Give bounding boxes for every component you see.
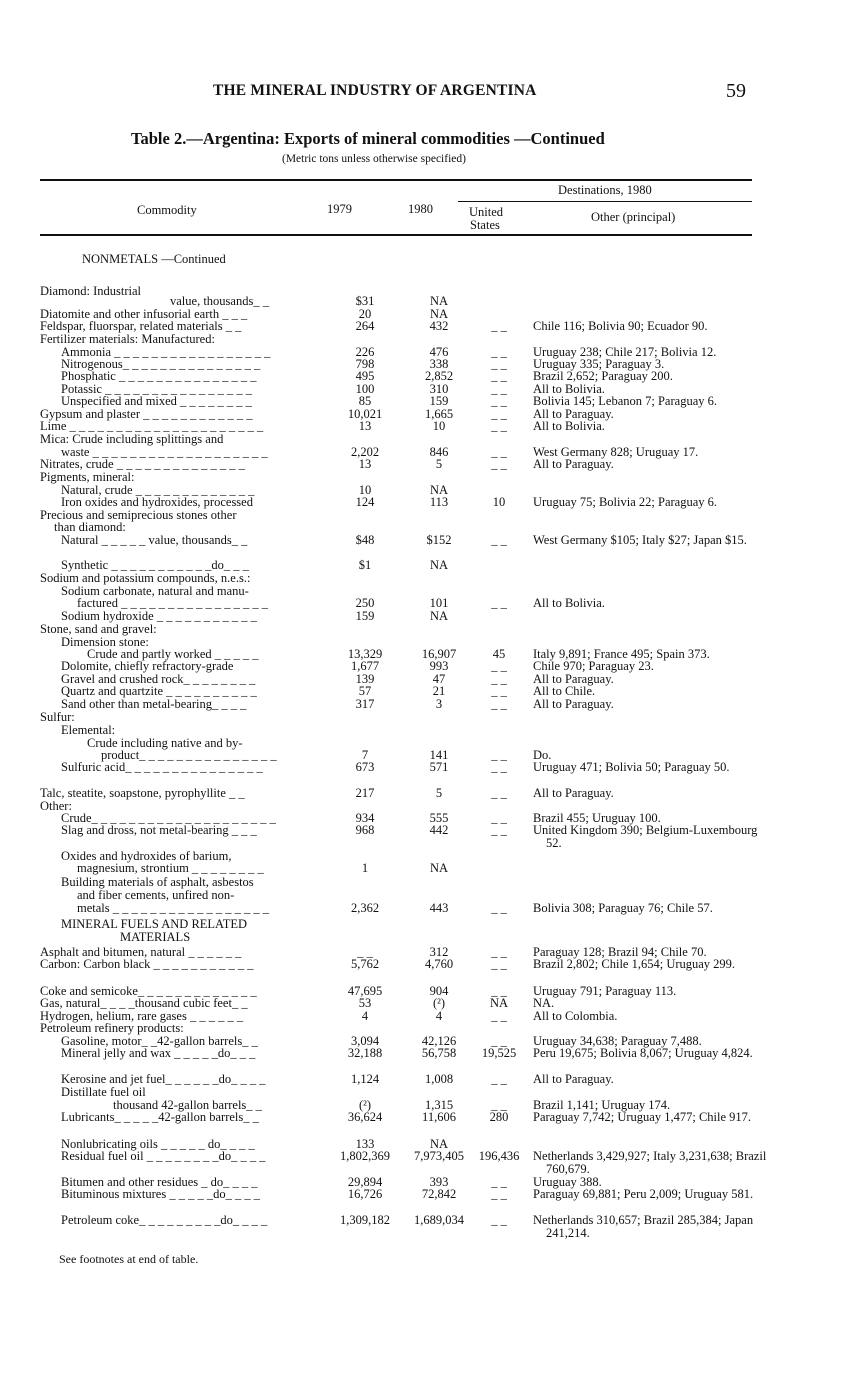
commodity-cell: Building materials of asphalt, asbestos xyxy=(61,875,254,889)
value-1979-cell: 3,094 xyxy=(350,1034,380,1048)
commodity-cell: Carbon: Carbon black _ _ _ _ _ _ _ _ _ _ _ xyxy=(40,957,254,971)
value-1979-cell: 934 xyxy=(355,811,375,825)
commodity-cell: Feldspar, fluorspar, related materials _ _ xyxy=(40,319,242,333)
footnote: See footnotes at end of table. xyxy=(59,1252,199,1266)
other-destinations-cell: Brazil 455; Uruguay 100. xyxy=(533,811,661,825)
commodity-cell: Natural _ _ _ _ _ value, thousands_ _ xyxy=(61,533,248,547)
commodity-cell: Residual fuel oil _ _ _ _ _ _ _ _do_ _ _ _ xyxy=(61,1149,266,1163)
united-states-cell: _ _ xyxy=(491,901,507,915)
other-destinations-cell: All to Paraguay. xyxy=(533,407,614,421)
commodity-cell: Nonlubricating oils _ _ _ _ _ do_ _ _ _ xyxy=(61,1137,255,1151)
commodity-cell: Gravel and crushed rock_ _ _ _ _ _ _ _ xyxy=(61,672,256,686)
other-destinations-cell: Paraguay 128; Brazil 94; Chile 70. xyxy=(533,945,707,959)
value-1980-cell: 11,606 xyxy=(422,1110,456,1124)
united-states-cell: _ _ xyxy=(491,760,507,774)
commodity-cell: Gypsum and plaster _ _ _ _ _ _ _ _ _ _ _ _ xyxy=(40,407,253,421)
commodity-cell: waste _ _ _ _ _ _ _ _ _ _ _ _ _ _ _ _ _ _ _ xyxy=(61,445,268,459)
value-1979-cell: $48 xyxy=(355,533,375,547)
value-1979-cell: 10 xyxy=(358,483,372,497)
other-destinations-cell: All to Bolivia. xyxy=(533,596,605,610)
value-1979-cell: 1,309,182 xyxy=(340,1213,390,1227)
commodity-cell: metals _ _ _ _ _ _ _ _ _ _ _ _ _ _ _ _ _ xyxy=(77,901,270,915)
value-1979-cell: (²) xyxy=(358,1098,372,1112)
value-1979-cell: 32,188 xyxy=(347,1046,383,1060)
commodity-cell: Coke and semicoke_ _ _ _ _ _ _ _ _ _ _ _ _ xyxy=(40,984,257,998)
other-destinations-cell: Do. xyxy=(533,748,552,762)
united-states-cell: _ _ xyxy=(491,394,507,408)
commodity-cell: Bitumen and other residues _ do_ _ _ _ xyxy=(61,1175,258,1189)
value-1979-cell: 798 xyxy=(355,357,375,371)
united-states-cell: _ _ xyxy=(491,945,507,959)
other-destinations-cell: Uruguay 388. xyxy=(533,1175,602,1189)
commodity-cell: Pigments, mineral: xyxy=(40,470,135,484)
commodity-cell: Slag and dross, not metal-bearing _ _ _ xyxy=(61,823,257,837)
other-destinations-cell: Italy 9,891; France 495; Spain 373. xyxy=(533,647,710,661)
other-destinations-cell: NA. xyxy=(533,996,555,1010)
value-1979-cell: 36,624 xyxy=(347,1110,383,1124)
value-1979-cell: 4 xyxy=(361,1009,369,1023)
value-1979-cell: 264 xyxy=(355,319,375,333)
other-destinations-cell: All to Bolivia. xyxy=(533,419,605,433)
header-states: States xyxy=(470,218,500,232)
destinations-rule xyxy=(458,201,752,202)
value-1979-cell: 495 xyxy=(355,369,375,383)
commodity-cell: Unspecified and mixed _ _ _ _ _ _ _ _ xyxy=(61,394,252,408)
commodity-cell: factured _ _ _ _ _ _ _ _ _ _ _ _ _ _ _ _ xyxy=(77,596,268,610)
value-1979-cell: _ _ xyxy=(357,945,373,959)
commodity-cell: Gasoline, motor_ _42-gallon barrels_ _ xyxy=(61,1034,258,1048)
value-1980-cell: 42,126 xyxy=(421,1034,457,1048)
commodity-cell: Diamond: Industrial xyxy=(40,284,142,298)
commodity-cell: Crude_ _ _ _ _ _ _ _ _ _ _ _ _ _ _ _ _ _ _ _ xyxy=(61,811,276,825)
united-states-cell: NA xyxy=(489,996,509,1010)
header-destinations: Destinations, 1980 xyxy=(558,183,652,197)
value-1979-cell: 673 xyxy=(355,760,375,774)
value-1980-cell: 443 xyxy=(429,901,449,915)
united-states-cell: _ _ xyxy=(491,1213,507,1227)
other-destinations-cell: Uruguay 34,638; Paraguay 7,488. xyxy=(533,1034,702,1048)
commodity-cell: Petroleum coke_ _ _ _ _ _ _ _ _do_ _ _ _ xyxy=(61,1213,268,1227)
commodity-cell: Synthetic _ _ _ _ _ _ _ _ _ _ _do_ _ _ xyxy=(61,558,249,572)
commodity-cell: Fertilizer materials: Manufactured: xyxy=(40,332,215,346)
united-states-cell: 196,436 xyxy=(478,1149,520,1163)
value-1980-cell: 5 xyxy=(435,786,443,800)
united-states-cell: 19,525 xyxy=(481,1046,517,1060)
united-states-cell: 10 xyxy=(492,495,506,509)
commodity-cell: Petroleum refinery products: xyxy=(40,1021,184,1035)
table-row xyxy=(0,958,863,972)
commodity-cell: Kerosine and jet fuel_ _ _ _ _ _do_ _ _ _ xyxy=(61,1072,266,1086)
commodity-cell: magnesium, strontium _ _ _ _ _ _ _ _ xyxy=(77,861,264,875)
other-destinations-cell: Chile 970; Paraguay 23. xyxy=(533,659,654,673)
commodity-cell: Phosphatic _ _ _ _ _ _ _ _ _ _ _ _ _ _ _ xyxy=(61,369,257,383)
value-1980-cell: (²) xyxy=(432,996,446,1010)
value-1980-cell: NA xyxy=(429,483,449,497)
commodity-cell: Mica: Crude including splittings and xyxy=(40,432,224,446)
united-states-cell: 280 xyxy=(489,1110,509,1124)
section-nonmetals: NONMETALS —Continued xyxy=(82,252,226,266)
table-title: Table 2.—Argentina: Exports of mineral commodities —Continued xyxy=(131,129,605,148)
commodity-cell: Lubricants_ _ _ _ _42-gallon barrels_ _ xyxy=(61,1110,259,1124)
united-states-cell: _ _ xyxy=(491,1098,507,1112)
united-states-cell: _ _ xyxy=(491,786,507,800)
united-states-cell: _ _ xyxy=(491,345,507,359)
value-1980-cell: 993 xyxy=(429,659,449,673)
commodity-cell: Quartz and quartzite _ _ _ _ _ _ _ _ _ _ xyxy=(61,684,257,698)
united-states-cell: _ _ xyxy=(491,823,507,837)
united-states-cell: _ _ xyxy=(491,1175,507,1189)
value-1979-cell: 13 xyxy=(358,419,372,433)
commodity-cell: Precious and semiprecious stones other xyxy=(40,508,237,522)
header-1980: 1980 xyxy=(408,202,433,216)
other-destinations-cell: All to Chile. xyxy=(533,684,596,698)
table-row xyxy=(0,787,863,801)
value-1979-cell: $31 xyxy=(355,294,375,308)
value-1979-cell: 317 xyxy=(355,697,375,711)
value-1979-cell: $1 xyxy=(358,558,372,572)
value-1979-cell: 57 xyxy=(358,684,372,698)
value-1979-cell: 226 xyxy=(355,345,375,359)
commodity-cell: Sodium hydroxide _ _ _ _ _ _ _ _ _ _ _ xyxy=(61,609,257,623)
commodity-cell: value, thousands_ _ xyxy=(170,294,269,308)
united-states-cell: _ _ xyxy=(491,1072,507,1086)
united-states-cell: _ _ xyxy=(491,1034,507,1048)
table-row xyxy=(0,1111,863,1125)
other-destinations-cell: Bolivia 308; Paraguay 76; Chile 57. xyxy=(533,901,713,915)
united-states-cell: _ _ xyxy=(491,811,507,825)
table-row xyxy=(0,698,863,712)
commodity-cell: Sand other than metal-bearing_ _ _ _ xyxy=(61,697,247,711)
value-1979-cell: 1 xyxy=(361,861,369,875)
value-1980-cell: 846 xyxy=(429,445,449,459)
page-number: 59 xyxy=(726,80,746,102)
value-1980-cell: 476 xyxy=(429,345,449,359)
other-destinations-cell: United Kingdom 390; Belgium-Luxembourg 52. xyxy=(533,823,758,850)
commodity-cell: Diatomite and other infusorial earth _ _ _ xyxy=(40,307,248,321)
commodity-cell: Asphalt and bitumen, natural _ _ _ _ _ _ xyxy=(40,945,242,959)
value-1980-cell: 442 xyxy=(429,823,449,837)
united-states-cell: 45 xyxy=(492,647,506,661)
value-1979-cell: 2,362 xyxy=(350,901,380,915)
value-1979-cell: 13,329 xyxy=(347,647,383,661)
united-states-cell: _ _ xyxy=(491,596,507,610)
value-1979-cell: 20 xyxy=(358,307,372,321)
value-1979-cell: 968 xyxy=(355,823,375,837)
value-1980-cell: 21 xyxy=(432,684,446,698)
other-destinations-cell: Peru 19,675; Bolivia 8,067; Uruguay 4,824. xyxy=(533,1046,753,1060)
value-1980-cell: 159 xyxy=(429,394,449,408)
other-destinations-cell: Uruguay 75; Bolivia 22; Paraguay 6. xyxy=(533,495,717,509)
table-row xyxy=(0,862,863,876)
value-1980-cell: 72,842 xyxy=(421,1187,457,1201)
commodity-cell: Ammonia _ _ _ _ _ _ _ _ _ _ _ _ _ _ _ _ _ xyxy=(61,345,271,359)
commodity-cell: Nitrogenous_ _ _ _ _ _ _ _ _ _ _ _ _ _ _ xyxy=(61,357,261,371)
united-states-cell: _ _ xyxy=(491,382,507,396)
commodity-cell: Potassic _ _ _ _ _ _ _ _ _ _ _ _ _ _ _ _ xyxy=(61,382,252,396)
commodity-cell: Iron oxides and hydroxides, processed xyxy=(61,495,253,509)
header-other-principal: Other (principal) xyxy=(591,210,676,224)
value-1979-cell: 217 xyxy=(355,786,375,800)
value-1980-cell: 141 xyxy=(429,748,449,762)
commodity-cell: Stone, sand and gravel: xyxy=(40,622,157,636)
commodity-cell: product_ _ _ _ _ _ _ _ _ _ _ _ _ _ _ xyxy=(101,748,277,762)
commodity-cell: Other: xyxy=(40,799,72,813)
united-states-cell: _ _ xyxy=(491,984,507,998)
value-1980-cell: NA xyxy=(429,294,449,308)
united-states-cell: _ _ xyxy=(491,957,507,971)
other-destinations-cell: Bolivia 145; Lebanon 7; Paraguay 6. xyxy=(533,394,717,408)
value-1979-cell: 159 xyxy=(355,609,375,623)
value-1980-cell: 312 xyxy=(429,945,449,959)
value-1980-cell: 2,852 xyxy=(424,369,454,383)
commodity-cell: Gas, natural_ _ _ _thousand cubic feet_ _ xyxy=(40,996,248,1010)
commodity-cell: Sodium carbonate, natural and manu- xyxy=(61,584,249,598)
other-destinations-cell: West Germany 828; Uruguay 17. xyxy=(533,445,699,459)
value-1980-cell: 16,907 xyxy=(421,647,457,661)
other-destinations-cell: All to Paraguay. xyxy=(533,457,614,471)
commodity-cell: Crude including native and by- xyxy=(87,736,243,750)
commodity-cell: Natural, crude _ _ _ _ _ _ _ _ _ _ _ _ _ xyxy=(61,483,255,497)
other-destinations-cell: Uruguay 335; Paraguay 3. xyxy=(533,357,665,371)
value-1979-cell: 5,762 xyxy=(350,957,380,971)
value-1980-cell: 904 xyxy=(429,984,449,998)
value-1979-cell: 53 xyxy=(358,996,372,1010)
value-1979-cell: 1,677 xyxy=(350,659,380,673)
header-bottom-rule xyxy=(40,234,752,236)
table-top-rule xyxy=(40,179,752,181)
other-destinations-cell: Netherlands 310,657; Brazil 285,384; Japan 241,214. xyxy=(533,1213,754,1240)
united-states-cell: _ _ xyxy=(491,369,507,383)
value-1979-cell: 133 xyxy=(355,1137,375,1151)
value-1980-cell: 1,008 xyxy=(424,1072,454,1086)
table-row xyxy=(0,534,863,548)
value-1979-cell: 10,021 xyxy=(347,407,383,421)
table-row xyxy=(0,1047,863,1061)
united-states-cell: _ _ xyxy=(491,533,507,547)
value-1980-cell: 5 xyxy=(435,457,443,471)
commodity-cell: Dimension stone: xyxy=(61,635,149,649)
united-states-cell: _ _ xyxy=(491,684,507,698)
united-states-cell: _ _ xyxy=(491,697,507,711)
value-1980-cell: NA xyxy=(429,558,449,572)
other-destinations-cell: Brazil 1,141; Uruguay 174. xyxy=(533,1098,671,1112)
other-destinations-cell: Chile 116; Bolivia 90; Ecuador 90. xyxy=(533,319,708,333)
other-destinations-cell: Netherlands 3,429,927; Italy 3,231,638; Brazil 760,679. xyxy=(533,1149,767,1176)
united-states-cell: _ _ xyxy=(491,748,507,762)
value-1979-cell: 85 xyxy=(358,394,372,408)
value-1980-cell: 571 xyxy=(429,760,449,774)
other-destinations-cell: All to Colombia. xyxy=(533,1009,618,1023)
commodity-cell: than diamond: xyxy=(54,520,126,534)
other-destinations-cell: West Germany $105; Italy $27; Japan $15. xyxy=(533,533,747,547)
table-row xyxy=(0,711,863,725)
commodity-cell: Sodium and potassium compounds, n.e.s.: xyxy=(40,571,251,585)
other-destinations-cell: All to Paraguay. xyxy=(533,1072,614,1086)
united-states-cell: _ _ xyxy=(491,357,507,371)
value-1979-cell: 100 xyxy=(355,382,375,396)
value-1979-cell: 47,695 xyxy=(347,984,383,998)
value-1980-cell: $152 xyxy=(426,533,452,547)
commodity-cell: Bituminous mixtures _ _ _ _ _do_ _ _ _ xyxy=(61,1187,260,1201)
table-row xyxy=(0,1188,863,1202)
value-1979-cell: 250 xyxy=(355,596,375,610)
commodity-cell: Mineral jelly and wax _ _ _ _ _do_ _ _ xyxy=(61,1046,256,1060)
value-1980-cell: NA xyxy=(429,1137,449,1151)
united-states-cell: _ _ xyxy=(491,672,507,686)
header-united: United xyxy=(469,205,504,219)
other-destinations-cell: Paraguay 69,881; Peru 2,009; Uruguay 581. xyxy=(533,1187,754,1201)
table-row xyxy=(0,1149,863,1176)
value-1980-cell: 1,315 xyxy=(424,1098,454,1112)
table-row xyxy=(0,902,863,916)
united-states-cell: _ _ xyxy=(491,319,507,333)
other-destinations-cell: Uruguay 238; Chile 217; Bolivia 12. xyxy=(533,345,717,359)
section-fuels-line2: MATERIALS xyxy=(120,930,191,944)
other-destinations-cell: Brazil 2,652; Paraguay 200. xyxy=(533,369,673,383)
value-1980-cell: 7,973,405 xyxy=(414,1149,464,1163)
value-1980-cell: 113 xyxy=(429,495,449,509)
value-1980-cell: 47 xyxy=(432,672,446,686)
value-1980-cell: 1,689,034 xyxy=(414,1213,464,1227)
value-1979-cell: 2,202 xyxy=(350,445,380,459)
value-1979-cell: 1,124 xyxy=(350,1072,380,1086)
value-1979-cell: 13 xyxy=(358,457,372,471)
other-destinations-cell: Paraguay 7,742; Uruguay 1,477; Chile 917. xyxy=(533,1110,752,1124)
header-commodity: Commodity xyxy=(137,203,197,217)
commodity-cell: Distillate fuel oil xyxy=(61,1085,146,1099)
value-1980-cell: 101 xyxy=(429,596,449,610)
united-states-cell: _ _ xyxy=(491,419,507,433)
value-1980-cell: 56,758 xyxy=(421,1046,457,1060)
commodity-cell: Crude and partly worked _ _ _ _ _ xyxy=(87,647,259,661)
value-1980-cell: 1,665 xyxy=(424,407,454,421)
commodity-cell: Hydrogen, helium, rare gases _ _ _ _ _ _ xyxy=(40,1009,244,1023)
value-1980-cell: 3 xyxy=(435,697,443,711)
united-states-cell: _ _ xyxy=(491,457,507,471)
commodity-cell: Dolomite, chiefly refractory-grade xyxy=(61,659,234,673)
running-head: THE MINERAL INDUSTRY OF ARGENTINA xyxy=(213,82,537,99)
commodity-cell: Sulfuric acid_ _ _ _ _ _ _ _ _ _ _ _ _ _ _ xyxy=(61,760,263,774)
other-destinations-cell: All to Bolivia. xyxy=(533,382,605,396)
value-1980-cell: 310 xyxy=(429,382,449,396)
united-states-cell: _ _ xyxy=(491,445,507,459)
united-states-cell: _ _ xyxy=(491,1009,507,1023)
value-1980-cell: NA xyxy=(429,861,449,875)
commodity-cell: Oxides and hydroxides of barium, xyxy=(61,849,232,863)
commodity-cell: Nitrates, crude _ _ _ _ _ _ _ _ _ _ _ _ _ _ xyxy=(40,457,245,471)
table-row xyxy=(0,823,863,850)
value-1980-cell: 4 xyxy=(435,1009,443,1023)
value-1980-cell: 393 xyxy=(429,1175,449,1189)
commodity-cell: Elemental: xyxy=(61,723,116,737)
commodity-cell: and fiber cements, unfired non- xyxy=(77,888,235,902)
commodity-cell: thousand 42-gallon barrels_ _ xyxy=(113,1098,262,1112)
value-1979-cell: 1,802,369 xyxy=(340,1149,390,1163)
other-destinations-cell: All to Paraguay. xyxy=(533,786,614,800)
united-states-cell: _ _ xyxy=(491,659,507,673)
value-1979-cell: 7 xyxy=(361,748,369,762)
other-destinations-cell: Brazil 2,802; Chile 1,654; Uruguay 299. xyxy=(533,957,736,971)
other-destinations-cell: All to Paraguay. xyxy=(533,672,614,686)
table-row xyxy=(0,1213,863,1240)
table-row xyxy=(0,761,863,775)
value-1979-cell: 124 xyxy=(355,495,375,509)
value-1980-cell: NA xyxy=(429,609,449,623)
value-1979-cell: 139 xyxy=(355,672,375,686)
table-subtitle: (Metric tons unless otherwise specified) xyxy=(282,153,466,165)
value-1980-cell: 4,760 xyxy=(424,957,454,971)
united-states-cell: _ _ xyxy=(491,1187,507,1201)
commodity-cell: Sulfur: xyxy=(40,710,75,724)
value-1980-cell: 432 xyxy=(429,319,449,333)
value-1979-cell: 16,726 xyxy=(347,1187,383,1201)
other-destinations-cell: Uruguay 791; Paraguay 113. xyxy=(533,984,677,998)
commodity-cell: Talc, steatite, soapstone, pyrophyllite _ _ xyxy=(40,786,245,800)
value-1980-cell: 555 xyxy=(429,811,449,825)
header-1979: 1979 xyxy=(327,202,352,216)
section-fuels: MINERAL FUELS AND RELATED xyxy=(61,917,247,931)
commodity-cell: Lime _ _ _ _ _ _ _ _ _ _ _ _ _ _ _ _ _ _ _ _ _ xyxy=(40,419,264,433)
value-1980-cell: 10 xyxy=(432,419,446,433)
other-destinations-cell: All to Paraguay. xyxy=(533,697,614,711)
united-states-cell: _ _ xyxy=(491,407,507,421)
value-1979-cell: 29,894 xyxy=(347,1175,383,1189)
value-1980-cell: NA xyxy=(429,307,449,321)
value-1980-cell: 338 xyxy=(429,357,449,371)
other-destinations-cell: Uruguay 471; Bolivia 50; Paraguay 50. xyxy=(533,760,730,774)
